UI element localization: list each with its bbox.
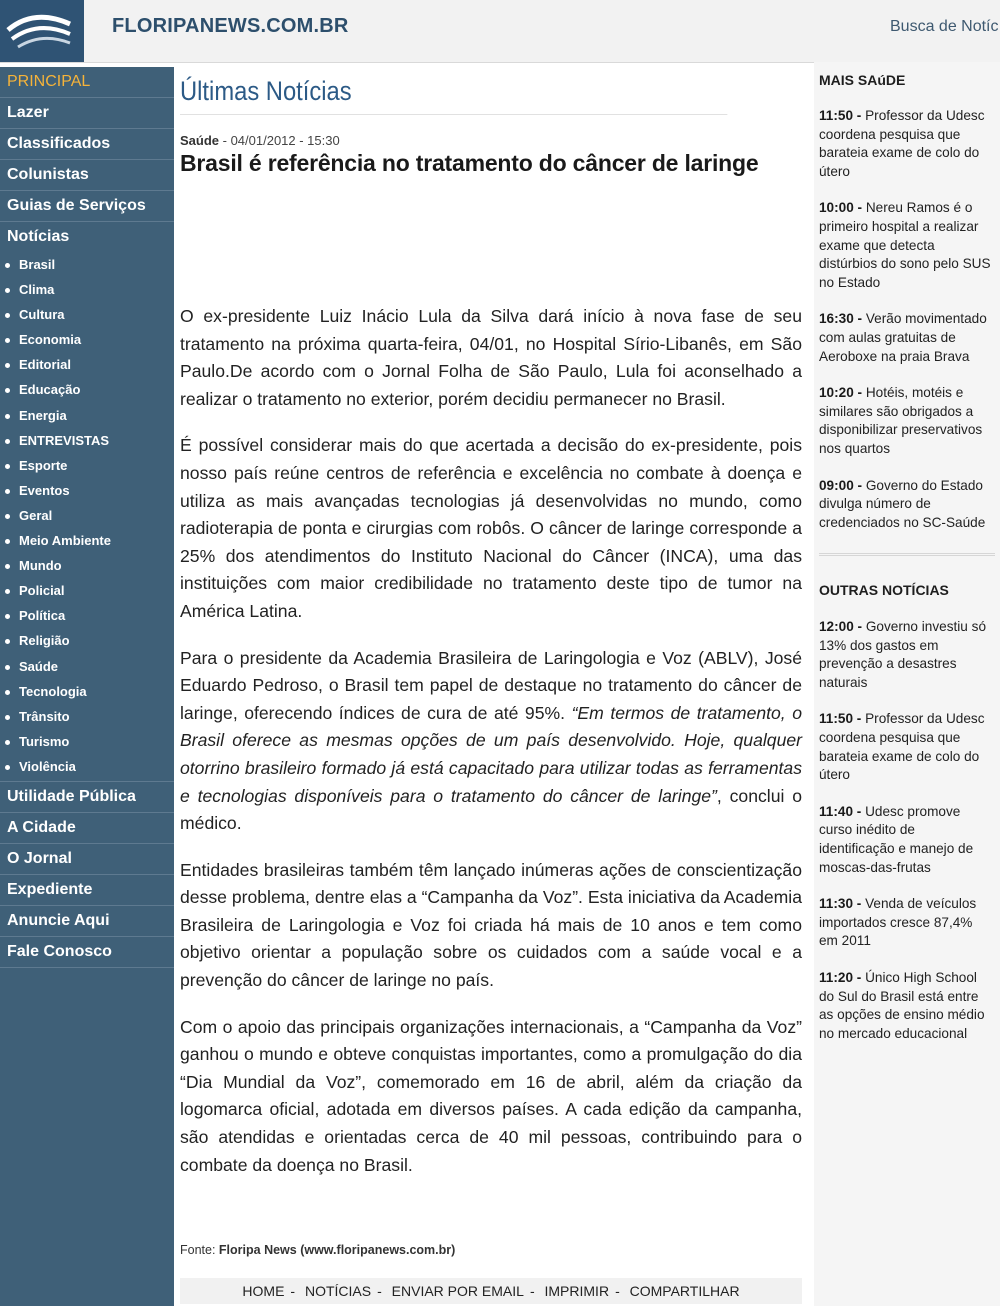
site-name[interactable]: FLORIPANEWS.COM.BR (112, 15, 349, 37)
news-item[interactable] (814, 803, 986, 877)
paragraph-text: , conclui o médico. (180, 785, 803, 834)
news-item-text[interactable]: moscas-das-frutas (819, 859, 931, 875)
news-item-time: 11:50 - (819, 711, 862, 727)
nav-sub-eventos[interactable]: Eventos (0, 478, 174, 503)
news-item-text[interactable]: as opções de ensino médio (819, 1007, 985, 1023)
news-item-text[interactable]: barateia exame de colo do (819, 748, 980, 764)
nav-item-expediente[interactable]: Expediente (0, 875, 174, 906)
nav-sub-energia[interactable]: Energia (0, 403, 174, 428)
news-item-text[interactable]: com aulas gratuitas de (819, 329, 956, 345)
news-item-text[interactable]: em 2011 (819, 933, 871, 949)
nav-item-classificados[interactable]: Classificados (0, 129, 174, 160)
news-item-text[interactable]: do Sul do Brasil está entre (819, 988, 979, 1004)
news-item-time: 16:30 - (819, 311, 863, 327)
news-item-text[interactable]: Venda de veículos (865, 896, 977, 912)
top-header (0, 0, 1000, 63)
article-paragraph: O ex-presidente Luiz Inácio Lula da Silva dará início à nova fase de seu tratamento na próxima quarta-feira, 04/01, no Hospital Sírio-Libanês, em São Paulo.De acordo com o Jornal Folha de São Paulo, Lula foi aconselhado a realizar o tratamento no exterior, porém decidiu permanecer no Brasil. (180, 306, 802, 409)
news-item-text[interactable]: Único High School (865, 969, 977, 985)
news-item[interactable] (814, 618, 986, 692)
article-footer-links: HOME - NOTÍCIAS - ENVIAR POR EMAIL - IMPRIMIR - COMPARTILHAR (180, 1278, 802, 1304)
nav-sub-tecnologia[interactable]: Tecnologia (0, 679, 174, 704)
news-item-text[interactable]: divulga número de (819, 496, 931, 512)
news-item-text[interactable]: Udesc promove (865, 803, 961, 819)
nav-item-anuncie-aqui[interactable]: Anuncie Aqui (0, 906, 174, 937)
news-item-text[interactable]: Hotéis, motéis e (865, 385, 964, 401)
news-item[interactable] (814, 477, 991, 533)
nav-item-lazer[interactable]: Lazer (0, 98, 174, 129)
news-item-text[interactable]: identificação e manejo de (819, 840, 974, 856)
news-item-time: 10:20 - (819, 385, 863, 401)
nav-item-a-cidade[interactable]: A Cidade (0, 813, 174, 844)
article-paragraph (180, 645, 802, 838)
news-item-text[interactable]: Verão movimentado (865, 311, 987, 327)
footer-link-noticias[interactable]: NOTÍCIAS (304, 1283, 372, 1299)
nav-item-fale-conosco[interactable]: Fale Conosco (0, 937, 174, 968)
doctor-quote: “Em termos de tratamento, o Brasil oferece as mesmas opções de um país desenvolvido. Hoje, qualquer otorrino brasileiro formado já está capacitado para utilizar todas as ferramentas e tecnologias disponíveis para o tratamento do câncer de laringe” (180, 702, 802, 806)
news-item[interactable] (814, 710, 986, 784)
nav-sub-transito[interactable]: Trânsito (0, 704, 174, 729)
nav-sub-cultura[interactable]: Cultura (0, 302, 174, 327)
nav-sub-saude[interactable]: Saúde (0, 654, 174, 679)
nav-sub-clima[interactable]: Clima (0, 277, 174, 302)
mais-saude-heading: MAIS SAúDE (819, 72, 906, 88)
news-item[interactable] (814, 384, 991, 458)
news-item-text[interactable]: coordena pesquisa que (819, 126, 961, 142)
news-item-text[interactable]: Aeroboxe na praia Brava (819, 348, 970, 364)
news-item-text[interactable]: Governo investiu só (865, 619, 986, 634)
mais-saude-list (814, 107, 991, 550)
news-item-text[interactable]: Professor da Udesc (865, 711, 985, 727)
news-item-time: 11:50 - (819, 108, 862, 123)
nav-sub-policial[interactable]: Policial (0, 578, 174, 603)
news-item-text[interactable]: disponibilizar preservativos (819, 422, 983, 438)
main-content (180, 76, 803, 1299)
site-logo-icon[interactable] (0, 0, 84, 62)
nav-sub-esporte[interactable]: Esporte (0, 453, 174, 478)
news-item-time: 11:40 - (819, 803, 862, 819)
news-item-text[interactable]: primeiro hospital a realizar (819, 218, 979, 234)
nav-sub-geral[interactable]: Geral (0, 503, 174, 528)
news-item-text[interactable]: no mercado educacional (819, 1025, 968, 1041)
article-paragraph: Com o apoio das principais organizações internacionais, a “Campanha da Voz” ganhou o mundo e obteve conquistas importantes, como a promulgação do dia “Dia Mundial da Voz”, comemorado em 16 de abril, além da criação da logomarca oficial, adotada em diversos países. A cada edição da campanha, são atendidas e orientadas cerca de 40 mil pessoas, contribuindo para o combate da doença no Brasil. (180, 1016, 802, 1175)
right-divider (819, 553, 995, 556)
footer-link-home[interactable]: HOME (242, 1283, 285, 1299)
nav-item-noticias[interactable]: Notícias (7, 228, 70, 245)
article-date: - 04/01/2012 - 15:30 (219, 133, 340, 148)
nav-item-o-jornal[interactable]: O Jornal (0, 844, 174, 875)
news-item-text[interactable]: Nereu Ramos é o (865, 200, 973, 216)
footer-link-compartilhar[interactable]: COMPARTILHAR (629, 1283, 740, 1299)
news-item-text[interactable]: útero (819, 163, 850, 179)
nav-sub-economia[interactable]: Economia (0, 327, 174, 352)
news-item-text[interactable]: credenciados no SC-Saúde (819, 514, 986, 530)
nav-sub-politica[interactable]: Política (0, 603, 174, 628)
news-item-time: 11:30 - (819, 896, 862, 912)
sidebar-nav (0, 67, 174, 1306)
news-item[interactable] (814, 310, 991, 366)
news-item[interactable] (814, 199, 991, 292)
footer-link-enviar-por-email[interactable]: ENVIAR POR EMAIL (391, 1283, 524, 1299)
nav-item-principal[interactable]: PRINCIPAL (0, 67, 174, 98)
news-item-text[interactable]: prevenção a desastres (819, 656, 957, 672)
news-item[interactable] (814, 107, 991, 181)
news-item[interactable] (814, 895, 986, 951)
nav-item-colunistas[interactable]: Colunistas (0, 160, 174, 191)
news-item-time: 10:00 - (819, 200, 863, 216)
nav-sub-religiao[interactable]: Religião (0, 628, 174, 653)
news-item-text[interactable]: Governo do Estado (865, 477, 983, 493)
news-item-text[interactable]: naturais (819, 674, 868, 690)
news-item-time: 12:00 - (819, 619, 863, 634)
article-paragraph: É possível considerar mais do que acertada a decisão do ex-presidente, pois nosso país reúne centros de referência e excelência no combate à doença e utiliza as mais avançadas tecnologias já desenvolvidas no mundo, como radioterapia de ponta e cirurgias com robôs. O câncer de laringe corresponde a 25% dos atendimentos do Instituto Nacional do Câncer (INCA), uma das instituições com maior credibilidade no tratamento deste tipo de tumor na América Latina. (180, 435, 802, 621)
nav-item-guias-de-servicos[interactable]: Guias de Serviços (0, 191, 174, 222)
search-label: Busca de Notíc (890, 18, 999, 35)
news-item-text[interactable]: 13% dos gastos em (819, 637, 939, 653)
article-source (180, 1243, 455, 1257)
nav-sub-mundo[interactable]: Mundo (0, 553, 174, 578)
article-body (180, 303, 802, 1179)
article-headline: Brasil é referência no tratamento do câncer de laringe (180, 150, 759, 176)
noticias-submenu (0, 252, 174, 782)
nav-sub-entrevistas[interactable]: ENTREVISTAS (0, 428, 174, 453)
source-label: Fonte: (180, 1243, 219, 1257)
article-category[interactable]: Saúde (180, 133, 220, 148)
news-item-text[interactable]: Professor da Udesc (865, 108, 985, 123)
news-item-text[interactable]: útero (819, 767, 850, 783)
news-item-text[interactable]: coordena pesquisa que (819, 729, 961, 745)
outras-noticias-heading: OUTRAS NOTÍCIAS (819, 582, 949, 598)
news-item-text[interactable]: distúrbios do sono pelo SUS (819, 256, 991, 272)
news-item-text[interactable]: nos quartos (819, 440, 891, 456)
nav-sub-violencia[interactable]: Violência (0, 754, 174, 779)
footer-link-imprimir[interactable]: IMPRIMIR (544, 1283, 610, 1299)
article-meta (180, 133, 802, 148)
source-value: Floripa News (www.floripanews.com.br) (218, 1243, 456, 1257)
news-item-text[interactable]: exame que detecta (819, 237, 935, 253)
nav-sub-meio-ambiente[interactable]: Meio Ambiente (0, 528, 174, 553)
article-paragraph: Entidades brasileiras também têm lançado inúmeras ações de conscientização desse problema, dentre elas a “Campanha da Voz”. Esta iniciativa da Academia Brasileira de Laringologia e Voz foi criada há mais de 10 anos e tem como objetivo orientar a população sobre os cuidados com a saúde vocal e a prevenção do câncer de laringe no país. (180, 859, 803, 991)
nav-sub-educacao[interactable]: Educação (0, 377, 174, 402)
nav-sub-turismo[interactable]: Turismo (0, 729, 174, 754)
news-item-text[interactable]: no Estado (819, 274, 881, 290)
paragraph-text: Para o presidente da Academia Brasileira de Laringologia e Voz (ABLV), José Eduardo Pedroso, o Brasil tem papel de destaque no tratamento do câncer de laringe, oferecendo índices de cura de até 95%. (180, 647, 802, 723)
news-item-text[interactable]: importados cresce 87,4% (819, 914, 973, 930)
news-item-text[interactable]: curso inédito de (819, 822, 915, 838)
outras-noticias-list (814, 618, 986, 1061)
section-title: Últimas Notícias (180, 76, 727, 115)
right-sidebar (814, 62, 1000, 1306)
news-item[interactable] (814, 969, 986, 1043)
news-item-time: 09:00 - (819, 477, 863, 493)
news-item-text[interactable]: similares são obrigados a (819, 403, 974, 419)
news-item-time: 11:20 - (819, 969, 862, 985)
nav-sub-editorial[interactable]: Editorial (0, 352, 174, 377)
nav-item-utilidade-publica[interactable]: Utilidade Pública (0, 782, 174, 813)
news-item-text[interactable]: barateia exame de colo do (819, 145, 980, 161)
nav-sub-brasil[interactable]: Brasil (0, 252, 174, 277)
